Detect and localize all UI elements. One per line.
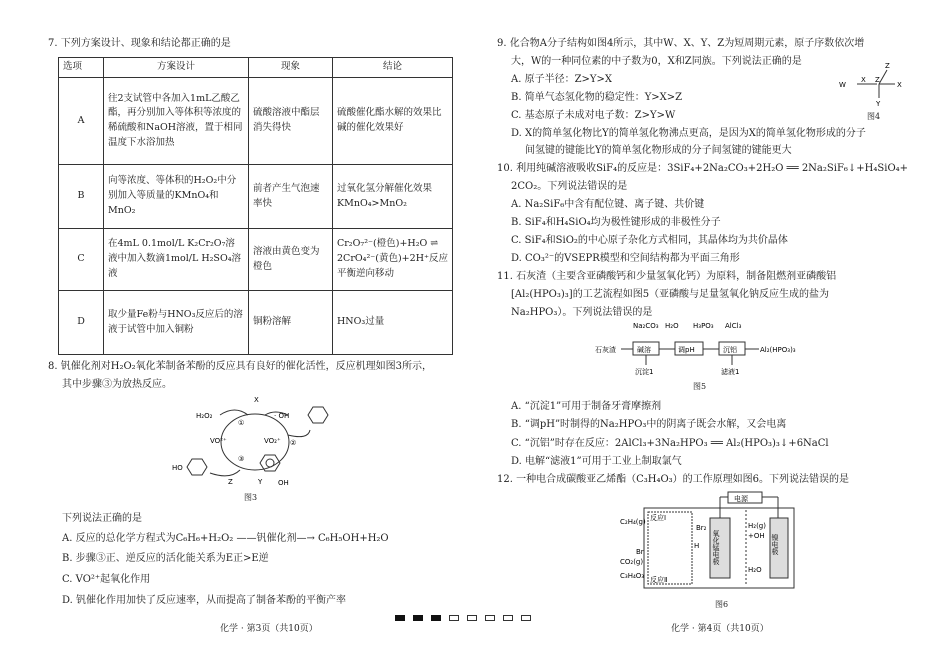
q7-table [58,57,453,355]
reaction-1: 反应Ⅰ [650,514,667,522]
page-marker [431,615,441,621]
q9-option-c: C. 基态原子未成对电子数：Z>Y>W [511,110,676,121]
q9-option-b: B. 简单气态氢化物的稳定性：Y>X>Z [511,92,683,103]
q9-option-d-cont: 间氢键的键能比Y的简单氢化物形成的分子间氢键的键能更大 [525,145,792,156]
oh-ion: +OH [748,532,765,540]
q8-option-c: C. VO²⁺起氧化作用 [62,574,151,585]
page-marker [395,615,405,621]
th-option: 选项 [59,58,104,78]
q10-line1: 10. 利用纯碱溶液吸收SiF₄的反应是：3SiF₄+2Na₂CO₃+2H₂O ══ 2Na₂SiF₆↓+H₄SiO₄+ [497,163,909,174]
figure-3-mechanism [170,395,350,490]
label-oh2: OH [278,479,289,487]
table-row [59,229,453,291]
footer-page-3: 化学 · 第3页（共10页） [220,624,318,634]
flow-product: Al₂(HPO₃)₃ [760,346,796,354]
label-h2o2: H₂O₂ [196,412,213,420]
atom-z1: Z [885,62,890,70]
bromine: Br₂ [696,524,707,532]
page-marker [449,615,459,621]
label-ho: HO [172,464,183,472]
q8-line1: 8. 钒催化剂对H₂O₂氧化苯制备苯酚的反应具有良好的催化活性，反应机理如图3所示， [48,361,433,372]
q10-option-a: A. Na₂SiF₆中含有配位键、离子键、共价键 [511,199,705,210]
row-d-concl: HNO₃过量 [333,291,453,355]
row-d-design: 取少量Fe粉与HNO₃反应后的溶液于试管中加入铜粉 [104,291,249,355]
solid-1: 沉淀1 [635,368,654,376]
label-vo2plus: VO₂⁺ [264,437,281,445]
figure-5-caption: 图5 [693,382,707,391]
row-a-concl: 硫酸催化酯水解的效果比碱的催化效果好 [333,78,453,165]
flow-start: 石灰渣 [595,346,616,354]
row-d-opt: D [59,291,104,355]
step-ph: 调pH [678,346,695,354]
page-4 [475,0,950,654]
row-b-phen: 前者产生气泡速率快 [249,165,333,229]
row-b-opt: B [59,165,104,229]
bromo: Br [636,548,644,556]
label-vo2: VO²⁺ [210,437,227,445]
row-d-phen: 铜粉溶解 [249,291,333,355]
step-al: 沉铝 [723,346,737,354]
figure-3-caption: 图3 [244,493,258,502]
th-design: 方案设计 [104,58,249,78]
atom-x: X [861,76,866,84]
figure-6-cell [620,490,800,600]
q8-option-d: D. 钒催化作用加快了反应速率，从而提高了制备苯酚的平衡产率 [62,595,347,606]
q7-stem: 7. 下列方案设计、现象和结论都正确的是 [48,38,231,49]
reagent-h2o: H₂O [665,322,679,330]
q11-option-a: A. “沉淀1”可用于制备牙膏摩擦剂 [511,401,662,412]
hydrogen-label: H [694,542,700,550]
label-oh: · OH [274,412,290,420]
atom-w: W [839,81,846,89]
label-z: Z [228,478,233,486]
row-b-design: 向等浓度、等体积的H₂O₂中分别加入等质量的KMnO₄和MnO₂ [104,165,249,229]
q8-ask: 下列说法正确的是 [62,513,142,524]
q8-option-a: A. 反应的总化学方程式为C₆H₆+H₂O₂ ——钒催化剂—→ C₆H₅OH+H₂O [62,533,389,544]
table-header [59,58,453,78]
q9-line2: 大，W的一种同位素的中子数为0，X和Z同族。下列说法正确的是 [511,56,802,67]
power-source: 电源 [734,495,748,503]
nickel-electrode: 镍电极 [771,534,779,555]
figure-4-caption: 图4 [867,112,881,121]
figure-6-caption: 图6 [715,600,729,609]
th-conclusion: 结论 [333,58,453,78]
q10-option-c: C. SiF₄和SiO₂的中心原子杂化方式相同，其晶体均为共价晶体 [511,235,788,246]
page-marker [413,615,423,621]
label-step2: ② [290,439,297,447]
q11-option-b: B. “调pH”时制得的Na₂HPO₃中的阴离子既会水解，又会电离 [511,419,787,430]
step-alkali: 碱溶 [637,346,651,354]
q9-option-d: D. X的简单氢化物比Y的简单氢化物沸点更高，是因为X的简单氢化物形成的分子 [511,128,866,139]
q11-line1: 11. 石灰渣（主要含亚磷酸钙和少量氢氧化钙）为原料，制备阻燃剂亚磷酸铝 [497,271,837,282]
c2h4-in: C₂H₄(g) [620,518,646,526]
q11-option-c: C. “沉铝”时存在反应：2AlCl₃+3Na₂HPO₃ ══ Al₂(HPO₃)₃↓+6NaCl [511,438,829,449]
row-c-concl: Cr₂O₇²⁻(橙色)+H₂O ⇌ 2CrO₄²⁻(黄色)+2H⁺反应平衡逆向移动 [333,229,453,291]
table-row [59,291,453,355]
co2-in: CO₂(g) [620,558,644,566]
figure-5-flow [595,320,835,378]
water: H₂O [748,566,762,574]
reagent-na2co3: Na₂CO₃ [633,322,659,330]
q11-line2: [Al₂(HPO₃)₃]的工艺流程如图5（亚磷酸与足量氢氧化钠反应生成的盐为 [511,289,830,300]
h2-gas: H₂(g) [748,522,766,530]
table-row [59,165,453,229]
atom-y: Y [876,100,881,108]
q11-line3: Na₂HPO₃）。下列说法错误的是 [511,307,653,318]
row-c-phen: 溶液由黄色变为橙色 [249,229,333,291]
q10-option-b: B. SiF₄和H₄SiO₄均为极性键形成的非极性分子 [511,217,721,228]
q10-line2: 2CO₂。下列说法错误的是 [511,181,628,192]
label-x: X [254,396,259,404]
q8-option-b: B. 步骤③正、逆反应的活化能关系为E正>E逆 [62,553,269,564]
reagent-h3po3: H₃PO₃ [693,322,714,330]
row-a-opt: A [59,78,104,165]
q9-option-a: A. 原子半径：Z>Y>X [511,74,613,85]
q12-stem: 12. 一种电合成碳酸亚乙烯酯（C₃H₄O₃）的工作原理如图6。下列说法错误的是 [497,474,850,485]
reaction-2: 反应Ⅱ [650,576,668,584]
footer-page-4: 化学 · 第4页（共10页） [671,624,769,634]
q10-option-d: D. CO₃²⁻的VSEPR模型和空间结构都为平面三角形 [511,253,740,264]
filtrate-1: 滤液1 [721,368,740,376]
table-row [59,78,453,165]
label-step1: ① [238,419,245,427]
product-out: C₃H₄O₃ [620,572,645,580]
label-step3: ③ [238,455,245,463]
row-a-design: 往2支试管中各加入1mL乙酸乙酯，再分别加入等体积等浓度的稀硫酸和NaOH溶液，置于相同温度下水浴加热 [104,78,249,165]
q11-option-d: D. 电解“滤液1”可用于工业上制取氯气 [511,456,682,467]
row-c-design: 在4mL 0.1mol/L K₂Cr₂O₇溶液中加入数滴1mol/L H₂SO₄溶液 [104,229,249,291]
label-y: Y [258,478,263,486]
figure-4-structure [839,60,909,110]
q9-line1: 9. 化合物A分子结构如图4所示，其中W、X、Y、Z为短周期元素，原子序数依次增 [497,38,865,49]
reagent-alcl3: AlCl₃ [725,322,742,330]
atom-z2: Z [875,76,880,84]
atom-x2: X [897,81,902,89]
th-phenomenon: 现象 [249,58,333,78]
q8-line2: 其中步骤③为放热反应。 [62,379,172,390]
row-a-phen: 硫酸溶液中酯层消失得快 [249,78,333,165]
row-b-concl: 过氧化氢分解催化效果KMnO₄>MnO₂ [333,165,453,229]
row-c-opt: C [59,229,104,291]
membrane-electrode: 氧化锰电极 [712,530,720,565]
